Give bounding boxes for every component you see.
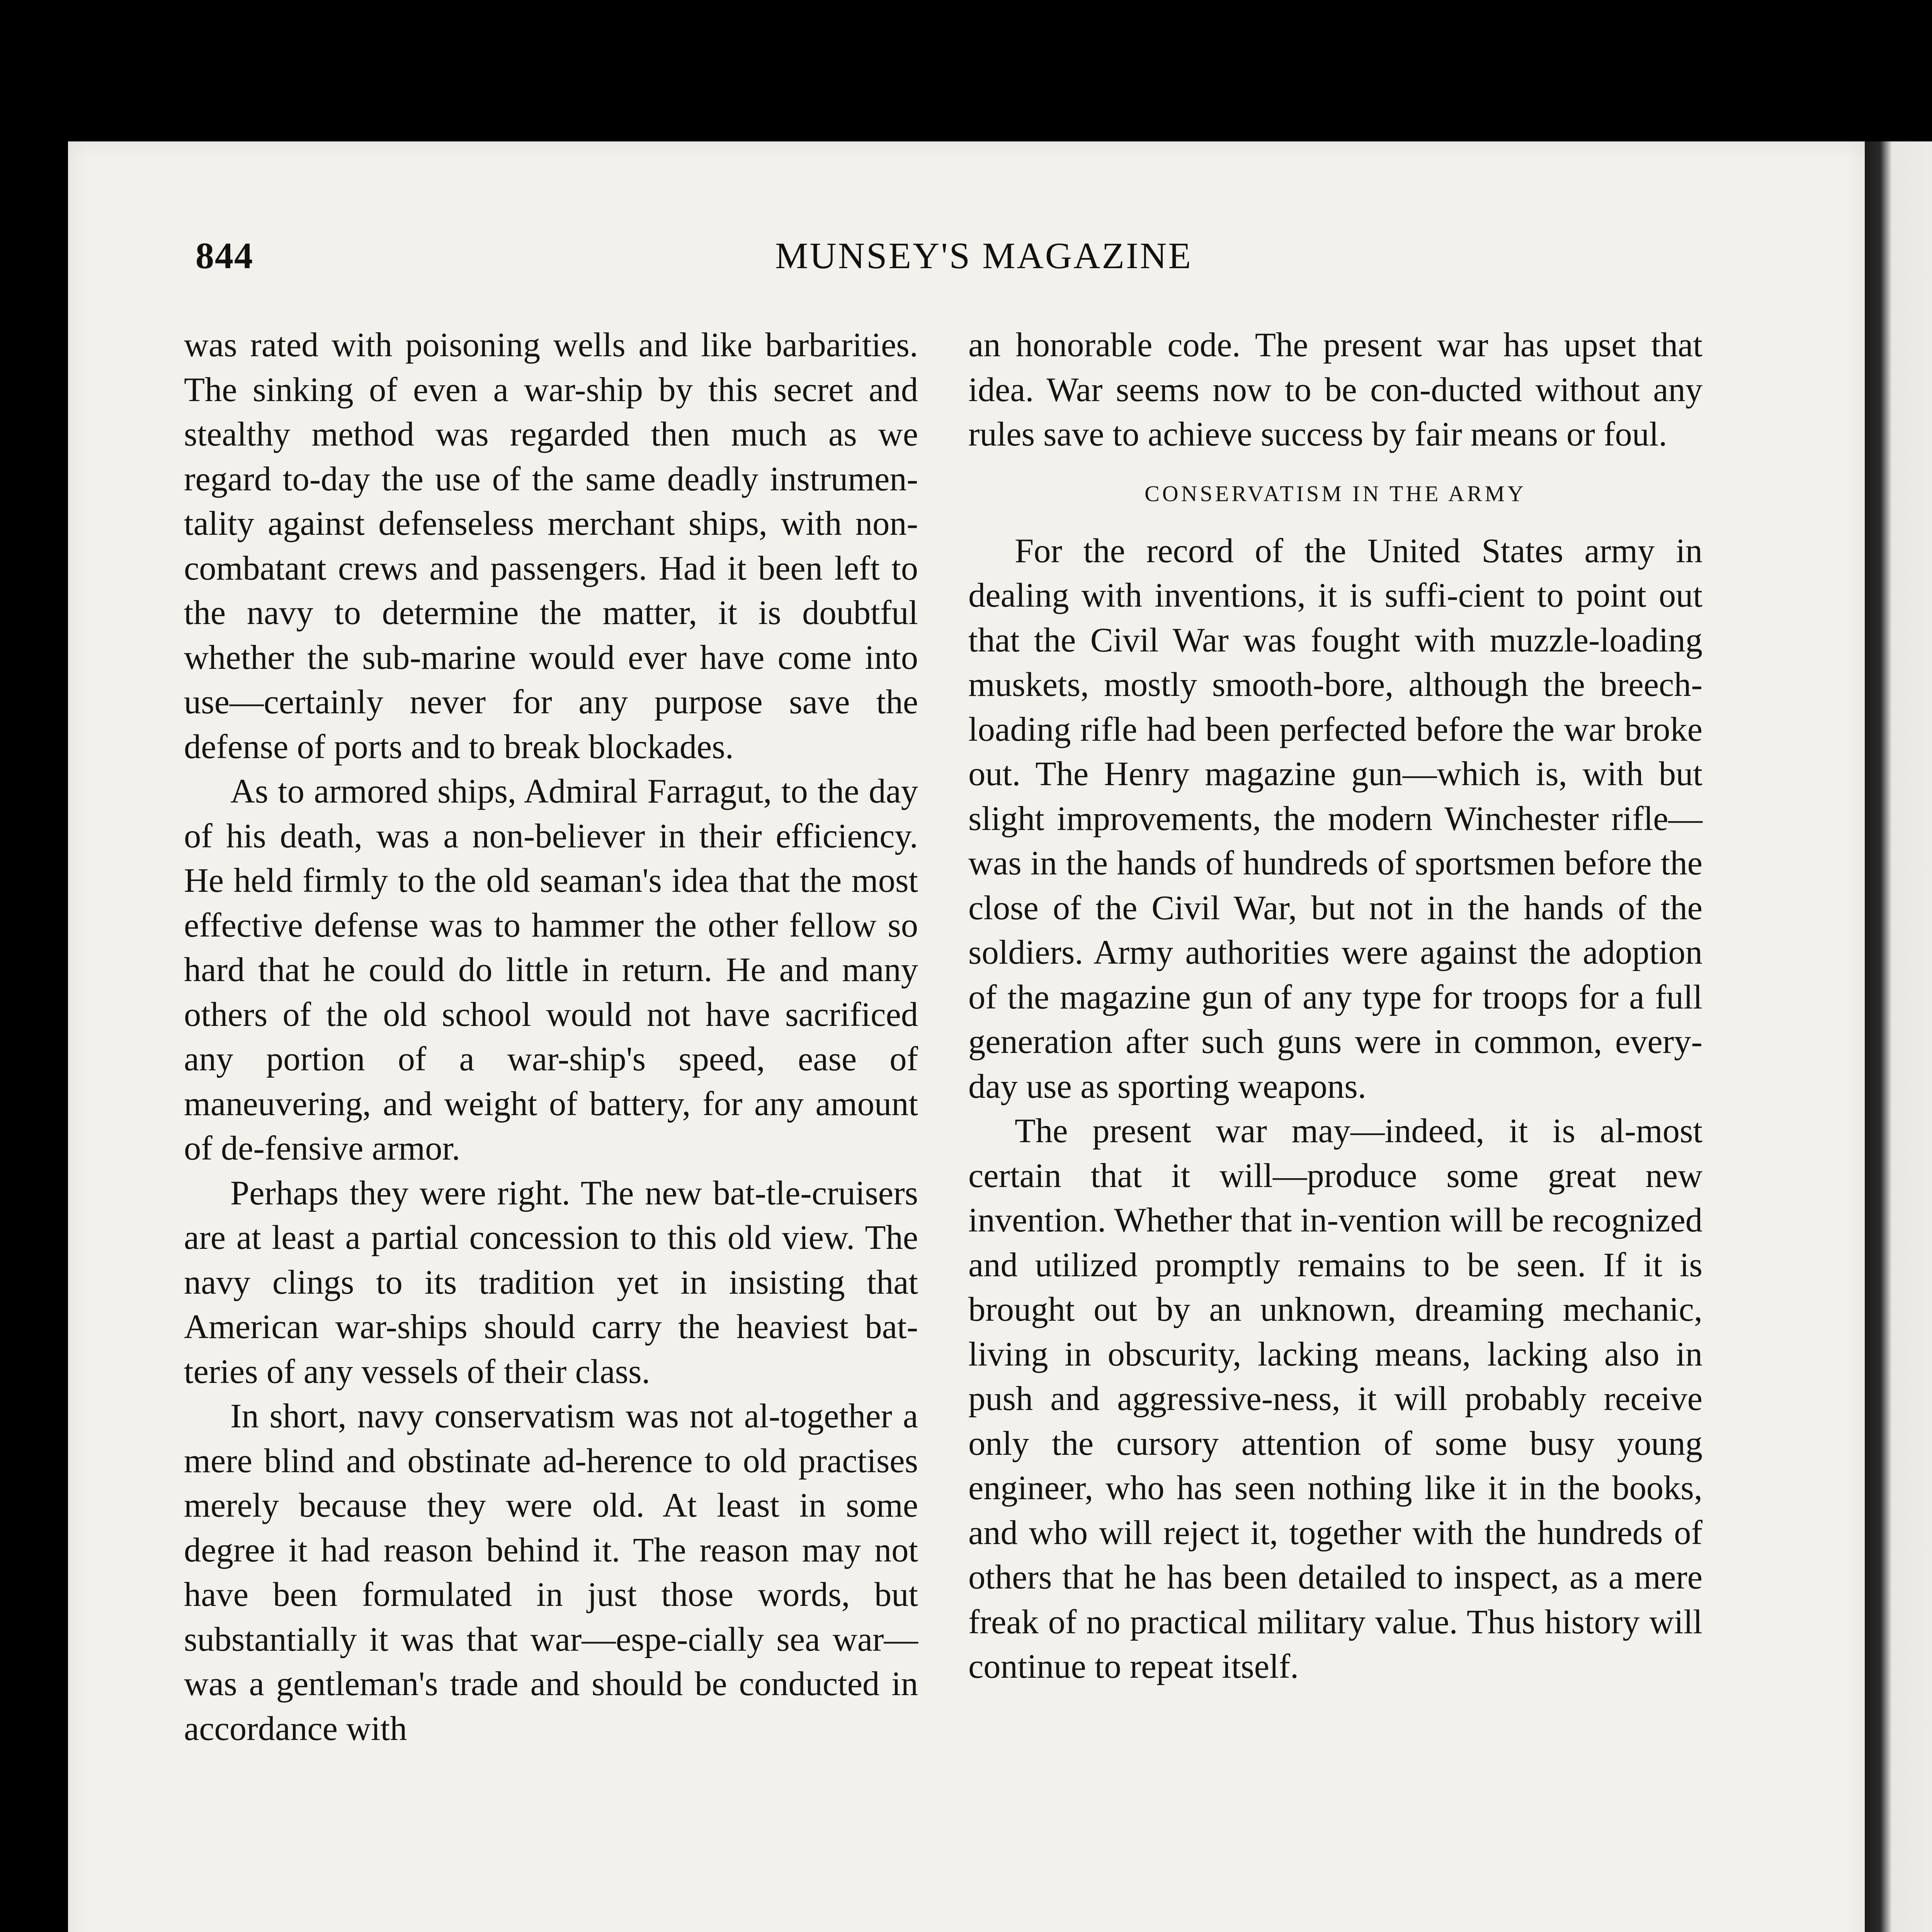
facing-page-edge	[1865, 141, 1932, 1932]
left-paragraph-3: Perhaps they were right. The new bat-tle-cruisers are at least a partial concession to this old view. The navy clings to its tradition yet in insisting that American war-ships should carry the heaviest bat-teries of any vessels of their class.	[184, 1174, 918, 1391]
left-paragraph-2: As to armored ships, Admiral Farragut, to the day of his death, was a non-believer in their efficiency. He held firmly to the old seaman's idea that the most effective defense was to hammer the other fellow so hard that he could do little in return. He and many others of the old school would not have sacrificed any portion of a war-ship's speed, ease of maneuvering, and weight of battery, for any amount of de-fensive armor.	[184, 772, 918, 1167]
right-paragraph-1: an honorable code. The present war has upset that idea. War seems now to be con-ducted without any rules save to achieve success by fair means or foul.	[968, 326, 1702, 453]
running-head: MUNSEY'S MAGAZINE	[775, 235, 1192, 276]
left-column	[184, 323, 918, 1751]
magazine-page	[68, 141, 1865, 1932]
right-paragraph-3: The present war may—indeed, it is al-most certain that it will—produce some great new invention. Whether that in-vention will be recognized and utilized promptly remains to be seen. If it is brought out by an unknown, dreaming mechanic, living in obscurity, lacking means, lacking also in push and aggressive-ness, it will probably receive only the cursory attention of some busy young engineer, who has seen nothing like it in the books, and who will reject it, together with the hundreds of others that he has been detailed to inspect, as a mere freak of no practical military value. Thus history will continue to repeat itself.	[968, 1112, 1702, 1685]
left-paragraph-1: was rated with poisoning wells and like barbarities. The sinking of even a war-ship by this secret and stealthy method was regarded then much as we regard to-day the use of the same deadly instrumen-tality against defenseless merchant ships, with non-combatant crews and passengers. Had it been left to the navy to determine the matter, it is doubtful whether the sub-marine would ever have come into use—certainly never for any purpose save the defense of ports and to break blockades.	[184, 326, 918, 766]
right-paragraph-2: For the record of the United States army in dealing with inventions, it is suffi-cient to point out that the Civil War was fought with muzzle-loading muskets, mostly smooth-bore, although the breech-loading rifle had been perfected before the war broke out. The Henry magazine gun—which is, with but slight improvements, the modern Winchester rifle—was in the hands of hundreds of sportsmen before the close of the Civil War, but not in the hands of the soldiers. Army authorities were against the adoption of the magazine gun of any type for troops for a full generation after such guns were in common, every-day use as sporting weapons.	[968, 532, 1702, 1105]
section-heading: CONSERVATISM IN THE ARMY	[1145, 481, 1526, 506]
article-body	[184, 323, 1760, 1932]
left-paragraph-4: In short, navy conservatism was not al-together a mere blind and obstinate ad-herence to old practises merely because they were old. At least in some degree it had reason behind it. The reason may not have been formulated in just those words, but substantially it was that war—espe-cially sea war—was a gentleman's trade and should be conducted in accordance with	[184, 1397, 918, 1748]
page-number: 844	[196, 235, 253, 276]
page-header	[196, 234, 1764, 288]
right-column	[968, 323, 1702, 1689]
